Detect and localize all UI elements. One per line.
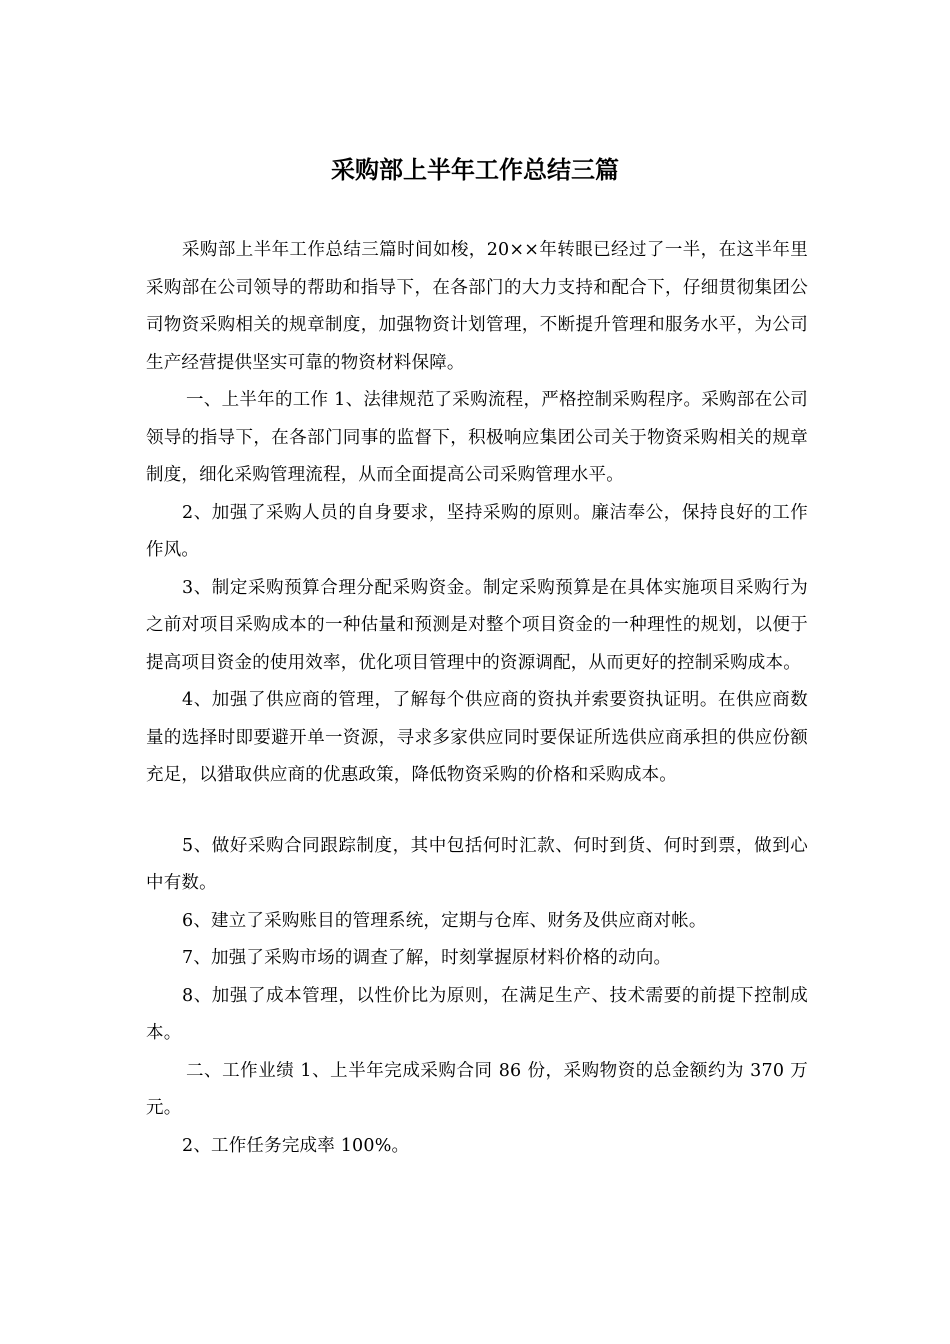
paragraph-item-7: 7、加强了采购市场的调查了解，时刻掌握原材料价格的动向。: [182, 948, 672, 968]
paragraph-item-8: 8、加强了成本管理，以性价比为原则，在满足生产、技术需要的前提下控制成本。: [146, 985, 808, 1043]
paragraph-completion-rate: 2、工作任务完成率 100%。: [182, 1135, 410, 1156]
paragraph-item-6: 6、建立了采购账目的管理系统，定期与仓库、财务及供应商对帐。: [182, 910, 707, 931]
paragraph-section-two: 二、工作业绩 1、上半年完成采购合同 86 份，采购物资的总金额约为 370 万元。: [146, 1060, 808, 1118]
paragraph-intro: 采购部上半年工作总结三篇时间如梭，20××年转眼已经过了一半，在这半年里采购部在公司领导的帮助和指导下，在各部门的大力支持和配合下，仔细贯彻集团公司物资采购相关的规章制度，加强物资计划管理，不断提升管理和服务水平，为公司生产经营提供坚实可靠的物资材料保障。: [146, 240, 808, 373]
document-title: 采购部上半年工作总结三篇: [331, 156, 619, 184]
paragraph-item-4: 4、加强了供应商的管理，了解每个供应商的资执并索要资执证明。在供应商数量的选择时即要避开单一资源，寻求多家供应同时要保证所选供应商承担的供应份额充足，以猎取供应商的优惠政策，降低物资采购的价格和采购成本。: [146, 690, 808, 785]
paragraph-item-3: 3、制定采购预算合理分配采购资金。制定采购预算是在具体实施项目采购行为之前对项目采购成本的一种估量和预测是对整个项目资金的一种理性的规划，以便于提高项目资金的使用效率，优化项目管理中的资源调配，从而更好的控制采购成本。: [146, 577, 808, 673]
document-body: [146, 232, 808, 1165]
paragraph-item-2: 2、加强了采购人员的自身要求，坚持采购的原则。廉洁奉公，保持良好的工作作风。: [146, 502, 808, 560]
paragraph-section-one: 一、上半年的工作 1、法律规范了采购流程，严格控制采购程序。采购部在公司领导的指导下，在各部门同事的监督下，积极响应集团公司关于物资采购相关的规章制度，细化采购管理流程，从而全面提高公司采购管理水平。: [146, 390, 808, 485]
paragraph-item-5: 5、做好采购合同跟踪制度，其中包括何时汇款、何时到货、何时到票，做到心中有数。: [146, 835, 808, 893]
